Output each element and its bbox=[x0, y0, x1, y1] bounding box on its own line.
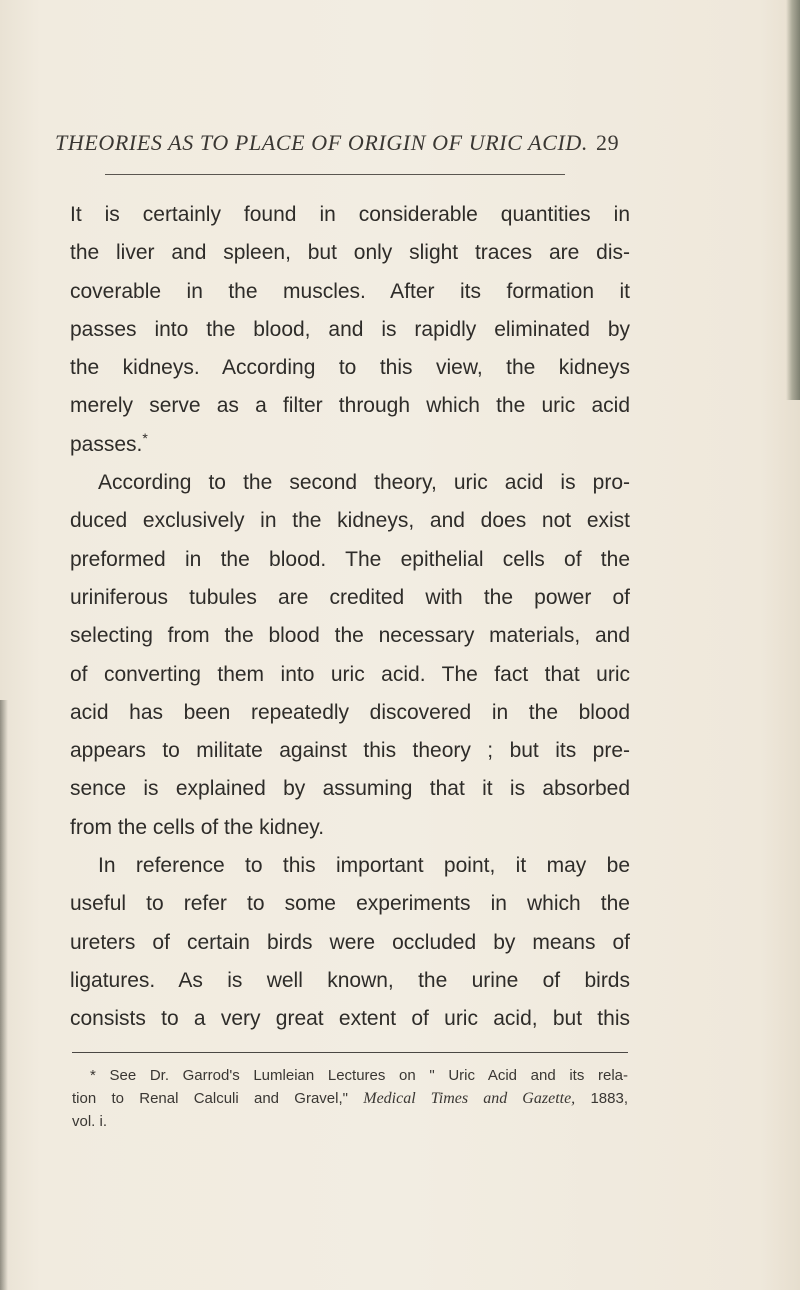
text-line: In reference to this important point, it may be bbox=[98, 854, 630, 878]
text-line: the liver and spleen, but only slight traces are dis- bbox=[70, 241, 630, 265]
text-line: ligatures. As is well known, the urine of birds bbox=[70, 968, 630, 992]
text-line: passes into the blood, and is rapidly eliminated by bbox=[70, 317, 630, 341]
text-line: consists to a very great extent of uric acid, but this bbox=[70, 1007, 630, 1031]
body-text bbox=[70, 196, 630, 1039]
text-line: According to the second theory, uric acid is pro- bbox=[98, 471, 630, 495]
text-line: sence is explained by assuming that it is absorbed bbox=[70, 777, 630, 801]
text-line: useful to refer to some experiments in which the bbox=[70, 892, 630, 916]
text-line: selecting from the blood the necessary materials, and bbox=[70, 624, 630, 648]
footnote-text: tion to Renal Calculi and Gravel," bbox=[72, 1090, 364, 1107]
footnote-year: 1883, bbox=[575, 1090, 628, 1107]
footnote-line bbox=[72, 1087, 628, 1110]
running-title: THEORIES AS TO PLACE OF ORIGIN OF URIC ACID. bbox=[55, 130, 588, 155]
text-line: from the cells of the kidney. bbox=[70, 815, 325, 839]
journal-title: Medical Times and Gazette, bbox=[363, 1090, 576, 1107]
text-line: coverable in the muscles. After its formation it bbox=[70, 279, 630, 303]
footnote-marker: * bbox=[142, 429, 148, 446]
text-line: acid has been repeatedly discovered in the blood bbox=[70, 700, 630, 724]
text-line: merely serve as a filter through which the uric acid bbox=[70, 394, 630, 418]
gutter-shadow bbox=[0, 700, 8, 1290]
footnote-line: * See Dr. Garrod's Lumleian Lectures on " Uric Acid and its rela- bbox=[90, 1067, 628, 1084]
text-line: ureters of certain birds were occluded by means of bbox=[70, 930, 630, 954]
text-line: the kidneys. According to this view, the kidneys bbox=[70, 356, 630, 380]
text-line: uriniferous tubules are credited with the power of bbox=[70, 585, 630, 609]
header-rule bbox=[105, 174, 565, 175]
footnote bbox=[72, 1064, 628, 1133]
text-line: It is certainly found in considerable quantities in bbox=[70, 203, 630, 226]
text-line bbox=[70, 426, 630, 464]
text-line: duced exclusively in the kidneys, and does not exist bbox=[70, 509, 630, 533]
page-number: 29 bbox=[596, 130, 620, 155]
text-line: of converting them into uric acid. The fact that uric bbox=[70, 662, 630, 686]
text-line: preformed in the blood. The epithelial cells of the bbox=[70, 547, 630, 571]
text-line: appears to militate against this theory ; but its pre- bbox=[70, 739, 630, 763]
footnote-rule bbox=[72, 1052, 628, 1053]
running-header bbox=[55, 130, 635, 156]
page-edge-shadow bbox=[786, 0, 800, 400]
footnote-line: vol. i. bbox=[72, 1113, 108, 1130]
text-fragment: passes. bbox=[70, 432, 143, 456]
